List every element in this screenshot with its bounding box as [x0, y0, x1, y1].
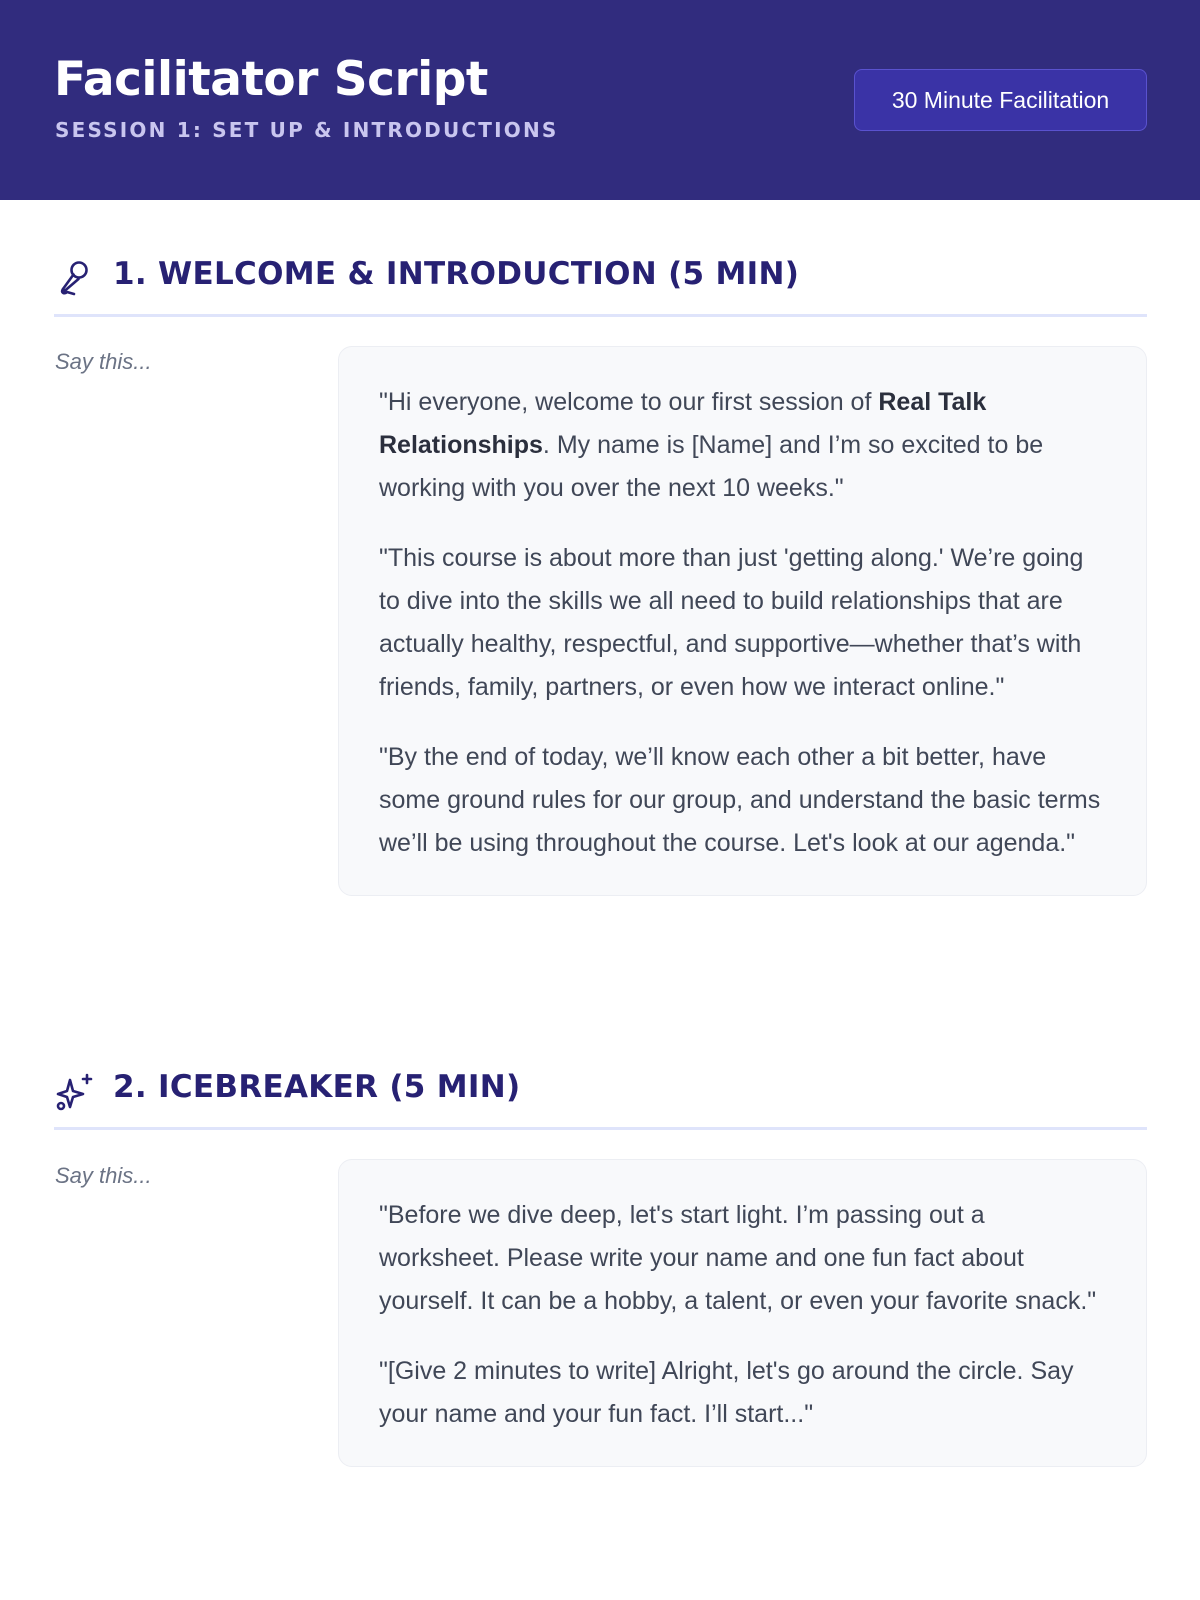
page-title: Facilitator Script: [54, 52, 488, 107]
script-paragraph: "This course is about more than just 'getting along.' We’re going to dive into the skills we all need to build relationships that are actually healthy, respectful, and supportive—whether that’s with friends, family, partners, or even how we interact online.": [379, 544, 1084, 701]
script-paragraph: "Hi everyone, welcome to our first session of Real Talk Relationships. My name is [Name] and I’m so excited to be working with you over the next 10 weeks.": [379, 388, 1044, 502]
script-card: [338, 346, 1147, 896]
course-name: Real Talk Relationships: [379, 388, 987, 459]
script-paragraph: "[Give 2 minutes to write] Alright, let's go around the circle. Say your name and your fun fact. I’ll start...": [379, 1357, 1074, 1428]
section-title: 2. ICEBREAKER (5 MIN): [113, 1069, 521, 1105]
section-welcome-header: [54, 256, 1147, 336]
section-divider: [54, 314, 1147, 317]
duration-badge: 30 Minute Facilitation: [854, 69, 1147, 131]
sparkles-icon: [54, 1072, 94, 1112]
section-divider: [54, 1127, 1147, 1130]
say-this-label: Say this...: [55, 1163, 152, 1188]
section-title: 1. WELCOME & INTRODUCTION (5 MIN): [113, 256, 800, 292]
section-icebreaker-header: [54, 1069, 1147, 1149]
script-paragraph: "By the end of today, we’ll know each other a bit better, have some ground rules for our group, and understand the basic terms we’ll be using throughout the course. Let's look at our agenda.": [379, 743, 1101, 857]
page-header: [0, 0, 1200, 200]
script-card: [338, 1159, 1147, 1467]
script-paragraph: "Before we dive deep, let's start light. I’m passing out a worksheet. Please write your name and one fun fact about yourself. It can be a hobby, a talent, or even your favorite snack.": [379, 1201, 1097, 1315]
microphone-icon: [54, 257, 94, 297]
session-subtitle: SESSION 1: SET UP & INTRODUCTIONS: [55, 118, 559, 142]
say-this-label: Say this...: [55, 349, 152, 374]
